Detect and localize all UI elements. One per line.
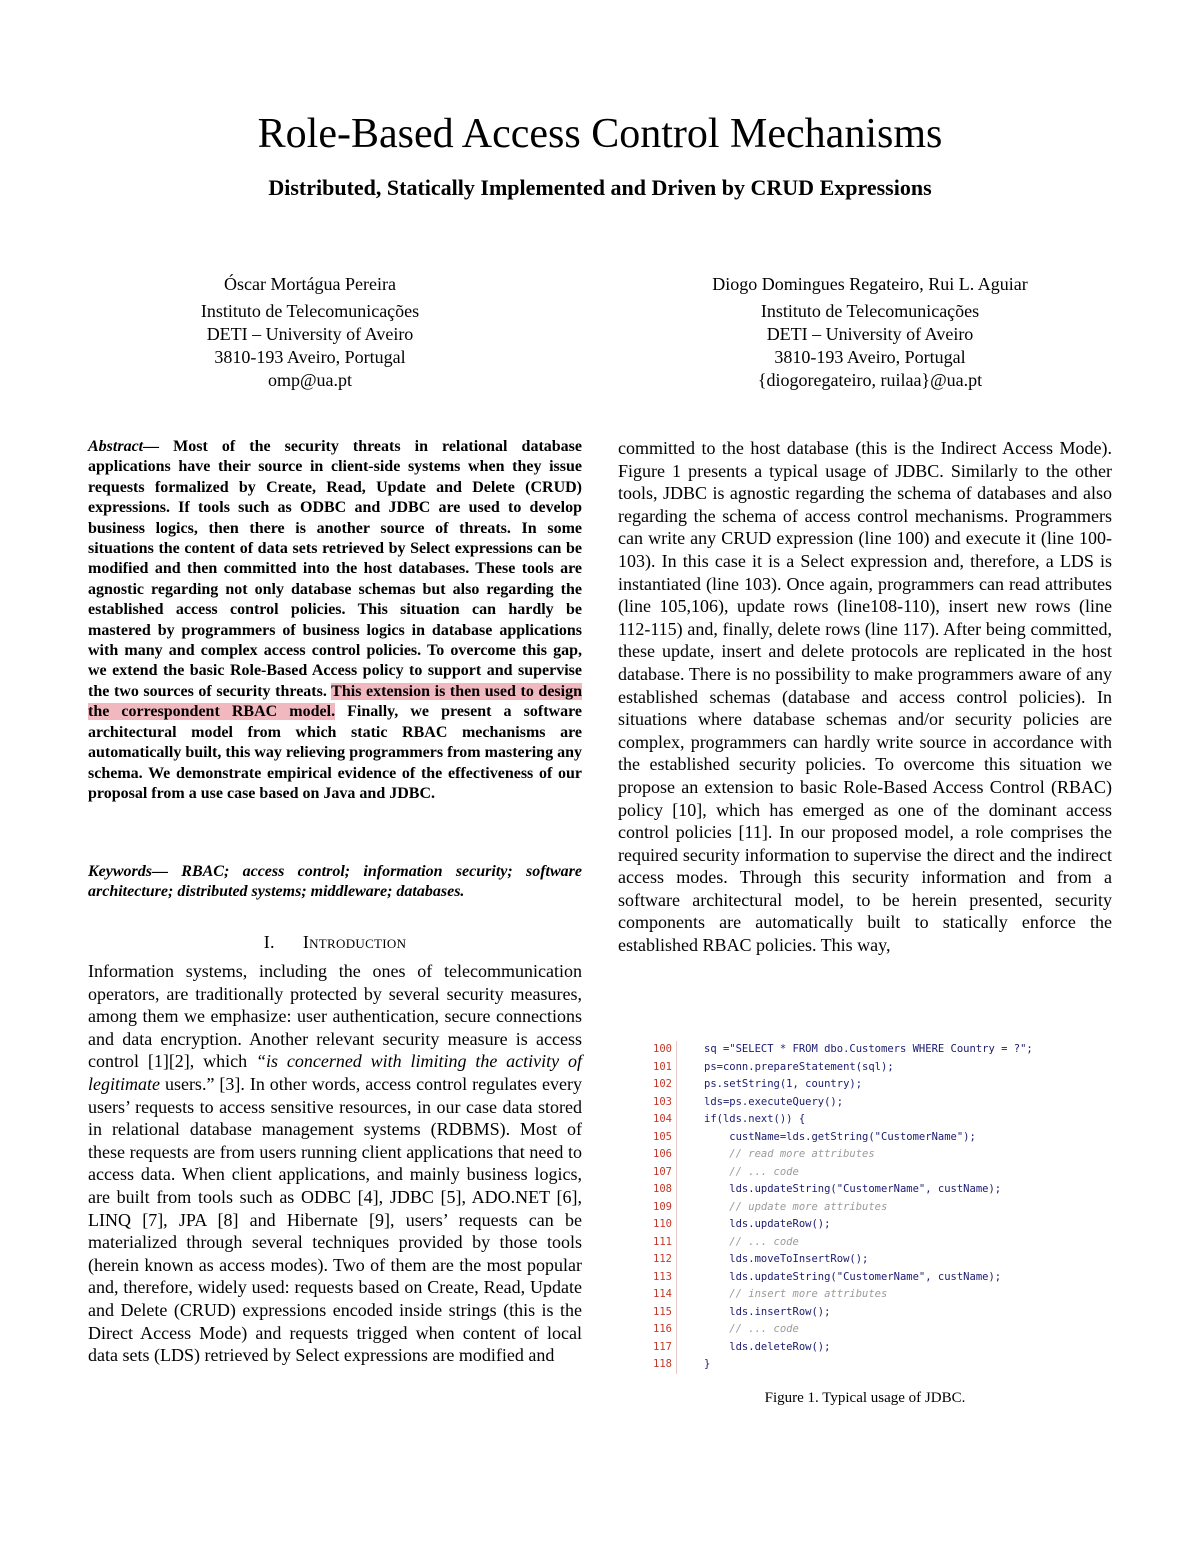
line-number: 114 — [636, 1286, 677, 1304]
code-text: lds=ps.executeQuery(); — [704, 1095, 844, 1108]
code-line — [636, 1164, 1096, 1182]
paper-subtitle: Distributed, Statically Implemented and Driven by CRUD Expressions — [268, 175, 932, 200]
section-number: I. — [263, 932, 275, 952]
line-number: 106 — [636, 1146, 677, 1164]
code-text: // update more attributes — [704, 1200, 888, 1213]
code-text: // insert more attributes — [704, 1288, 888, 1300]
code-line — [636, 1339, 1096, 1357]
line-number: 116 — [636, 1321, 677, 1339]
line-number: 111 — [636, 1234, 677, 1252]
intro-text-cont: users.” [3]. In other words, access control regulates every users’ requests to access sensitive resources, in our case data stored in relational database management systems (RDBMS). Most of these requests are from users running client applications that need to access data. When client applications, and mainly business logics, are built from tools such as ODBC [4], JDBC [5], ADO.NET [6], LINQ [7], JPA [8] and Hibernate [9], users’ requests can be materialized through several techniques provided by those tools (herein known as access modes). Two of them are the most popular and, therefore, widely used: requests based on Create, Read, Update and Delete (CRUD) expressions encoded inside strings (this is the Direct Access Mode) and requests trigged when content of local data sets (LDS) retrieved by Select expressions are modified and — [88, 1073, 582, 1366]
code-text: lds.insertRow(); — [704, 1305, 831, 1318]
code-line — [636, 1234, 1096, 1252]
line-number: 100 — [636, 1041, 677, 1059]
author-affiliation: Instituto de Telecomunicações — [200, 301, 420, 321]
code-line — [636, 1076, 1096, 1094]
line-number: 112 — [636, 1251, 677, 1269]
code-text: // ... code — [704, 1323, 799, 1335]
code-line — [636, 1321, 1096, 1339]
code-text: // ... code — [704, 1165, 799, 1178]
line-number: 109 — [636, 1199, 677, 1217]
code-text: sq ="SELECT * FROM dbo.Customers WHERE Country = ?"; — [704, 1043, 1033, 1055]
line-number: 115 — [636, 1304, 677, 1322]
code-text: ps=conn.prepareStatement(sql); — [704, 1060, 894, 1073]
line-number: 118 — [636, 1356, 677, 1374]
code-text: custName=lds.getString("CustomerName"); — [704, 1130, 976, 1143]
code-text: lds.moveToInsertRow(); — [704, 1253, 869, 1265]
code-line — [636, 1356, 1096, 1374]
code-line — [636, 1216, 1096, 1234]
intro-text: Information systems, including the ones of telecommunication operators, are traditionally protected by several security measures, among them we emphasize: user authentication, secure connections and data encryption. Another relevant security measure is access control [1][2], which — [88, 961, 582, 1072]
code-line — [636, 1269, 1096, 1287]
code-line — [636, 1129, 1096, 1147]
code-line — [636, 1111, 1096, 1129]
line-number: 108 — [636, 1181, 677, 1199]
keywords: Keywords— RBAC; access control; information security; software architecture; distributed systems; middleware; databases. — [88, 863, 582, 901]
code-line — [636, 1181, 1096, 1199]
code-line — [636, 1059, 1096, 1077]
line-number: 105 — [636, 1129, 677, 1147]
author-department: DETI – University of Aveiro — [206, 324, 414, 344]
introduction-paragraph — [88, 960, 582, 1367]
author-block-2 — [620, 273, 1120, 392]
line-number: 107 — [636, 1164, 677, 1182]
code-line — [636, 1286, 1096, 1304]
line-number: 113 — [636, 1269, 677, 1287]
code-text: if(lds.next()) { — [704, 1113, 806, 1125]
code-text: } — [704, 1358, 711, 1370]
line-number: 110 — [636, 1216, 677, 1234]
section-title: Introduction — [302, 932, 407, 952]
line-number: 104 — [636, 1111, 677, 1129]
code-text: // ... code — [704, 1235, 799, 1248]
code-line — [636, 1041, 1096, 1059]
right-column-paragraph: committed to the host database (this is the Indirect Access Mode). Figure 1 presents a typical usage of JDBC. Similarly to the other tools, JDBC is agnostic regarding the schema of databases and also regarding the schema of access control mechanisms. Programmers can write any CRUD expression (line 100) and execute it (line 100-103). In this case it is a Select expression and, therefore, a LDS is instantiated (line 103). Once again, programmers can read attributes (line 105,106), update rows (line108-110), insert new rows (line 112-115) and, finally, delete rows (line 117). After being committed, these update, insert and delete protocols are replicated in the host database. There is no possibility to make programmers aware of any established schemas (database and access control policies). In situations where database schemas and/or security policies are complex, programmers can hardly write source in accordance with the established security policies. To overcome this situation we propose an extension to basic Role-Based Access Control (RBAC) policy [10], which has emerged as one of the dominant access control policies [11]. In our proposed model, a role comprises the required security information to supervise the direct and the indirect access modes. Through this security information and from a software architectural model, to be herein presented, security components are automatically built to statically enforce the established RBAC policies. This way, — [618, 438, 1112, 956]
author-address: 3810-193 Aveiro, Portugal — [214, 347, 406, 367]
author-affiliation: Instituto de Telecomunicações — [760, 301, 980, 321]
figure-caption: Figure 1. Typical usage of JDBC. — [764, 1390, 966, 1406]
code-text: lds.updateRow(); — [704, 1218, 831, 1230]
abstract-lead: Abstract— — [88, 438, 160, 455]
paper-title: Role-Based Access Control Mechanisms — [257, 111, 943, 157]
line-number: 103 — [636, 1094, 677, 1112]
code-line — [636, 1304, 1096, 1322]
abstract — [88, 437, 582, 804]
author-email: {diogoregateiro, ruilaa}@ua.pt — [757, 370, 983, 390]
code-text: lds.deleteRow(); — [704, 1340, 831, 1353]
author-email: omp@ua.pt — [267, 370, 353, 390]
abstract-highlight: This extension is then used to design the correspondent RBAC model. — [88, 682, 582, 721]
section-heading — [88, 931, 582, 953]
line-number: 102 — [636, 1076, 677, 1094]
code-listing-figure — [636, 1041, 1096, 1381]
code-text: ps.setString(1, country); — [704, 1078, 863, 1090]
code-line — [636, 1146, 1096, 1164]
author-department: DETI – University of Aveiro — [766, 324, 974, 344]
line-number: 101 — [636, 1059, 677, 1077]
code-line — [636, 1251, 1096, 1269]
code-line — [636, 1094, 1096, 1112]
author-block-1 — [140, 273, 480, 392]
author-address: 3810-193 Aveiro, Portugal — [774, 347, 966, 367]
line-number: 117 — [636, 1339, 677, 1357]
code-text: lds.updateString("CustomerName", custName); — [704, 1183, 1002, 1195]
code-line — [636, 1199, 1096, 1217]
author-name: Diogo Domingues Regateiro, Rui L. Aguiar — [712, 274, 1028, 294]
intro-quote: “is concerned with limiting the activity of legitimate — [88, 1051, 582, 1094]
abstract-text: Most of the security threats in relational database applications have their source in client-side systems when they issue requests formalized by Create, Read, Update and Delete (CRUD) expressions. If tools such as ODBC and JDBC are used to develop business logics, then there is another source of threats. In some situations the content of data sets retrieved by Select expressions can be modified and then committed into the host databases. These tools are agnostic regarding not only database schemas but also regarding the established access control policies. This situation can hardly be mastered by programmers of business logics in database applications with many and complex access control policies. To overcome this gap, we extend the basic Role-Based Access policy to support and supervise the two sources of security threats. — [88, 438, 582, 700]
author-name: Óscar Mortágua Pereira — [224, 274, 396, 294]
code-text: // read more attributes — [704, 1148, 875, 1160]
code-text: lds.updateString("CustomerName", custName); — [704, 1270, 1002, 1283]
abstract-text-end: Finally, we present a software architectural model from which static RBAC mechanisms are automatically built, this way relieving programmers from mastering any schema. We demonstrate empirical evidence of the effectiveness of our proposal from a use case based on Java and JDBC. — [88, 703, 582, 802]
